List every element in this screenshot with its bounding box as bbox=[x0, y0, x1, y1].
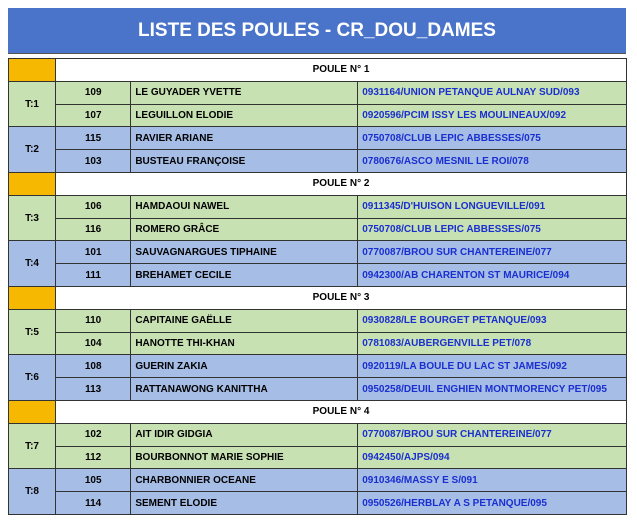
player-row bbox=[9, 446, 627, 469]
player-row bbox=[9, 423, 627, 446]
player-number: 103 bbox=[56, 150, 131, 173]
player-row bbox=[9, 81, 627, 104]
player-name: SEMENT ELODIE bbox=[131, 492, 358, 515]
poule-title: POULE N° 3 bbox=[56, 286, 627, 309]
player-club: 0780676/ASCO MESNIL LE ROI/078 bbox=[358, 150, 627, 173]
player-club: 0950258/DEUIL ENGHIEN MONTMORENCY PET/095 bbox=[358, 378, 627, 401]
player-number: 107 bbox=[56, 104, 131, 127]
player-number: 115 bbox=[56, 127, 131, 150]
player-number: 112 bbox=[56, 446, 131, 469]
player-name: HANOTTE THI-KHAN bbox=[131, 332, 358, 355]
player-row bbox=[9, 332, 627, 355]
poule-color-swatch bbox=[9, 172, 56, 195]
player-club: 0942300/AB CHARENTON ST MAURICE/094 bbox=[358, 264, 627, 287]
player-row bbox=[9, 378, 627, 401]
player-name: GUERIN ZAKIA bbox=[131, 355, 358, 378]
player-row bbox=[9, 469, 627, 492]
player-name: CHARBONNIER OCEANE bbox=[131, 469, 358, 492]
player-club: 0920119/LA BOULE DU LAC ST JAMES/092 bbox=[358, 355, 627, 378]
player-name: CAPITAINE GAËLLE bbox=[131, 309, 358, 332]
player-club: 0942450/AJPS/094 bbox=[358, 446, 627, 469]
player-number: 113 bbox=[56, 378, 131, 401]
team-label: T:7 bbox=[9, 423, 56, 469]
player-row bbox=[9, 195, 627, 218]
player-name: RAVIER ARIANE bbox=[131, 127, 358, 150]
player-name: BUSTEAU FRANÇOISE bbox=[131, 150, 358, 173]
team-label: T:8 bbox=[9, 469, 56, 515]
player-row bbox=[9, 492, 627, 515]
player-club: 0950526/HERBLAY A S PETANQUE/095 bbox=[358, 492, 627, 515]
poules-table bbox=[8, 58, 627, 515]
player-number: 102 bbox=[56, 423, 131, 446]
player-number: 114 bbox=[56, 492, 131, 515]
player-name: ROMERO GRÂCE bbox=[131, 218, 358, 241]
player-name: LEGUILLON ELODIE bbox=[131, 104, 358, 127]
poule-title: POULE N° 2 bbox=[56, 172, 627, 195]
player-row bbox=[9, 218, 627, 241]
player-number: 116 bbox=[56, 218, 131, 241]
player-name: SAUVAGNARGUES TIPHAINE bbox=[131, 241, 358, 264]
player-row bbox=[9, 104, 627, 127]
player-club: 0910346/MASSY E S/091 bbox=[358, 469, 627, 492]
poule-header-row bbox=[9, 400, 627, 423]
player-club: 0750708/CLUB LEPIC ABBESSES/075 bbox=[358, 218, 627, 241]
player-club: 0781083/AUBERGENVILLE PET/078 bbox=[358, 332, 627, 355]
player-number: 111 bbox=[56, 264, 131, 287]
team-label: T:1 bbox=[9, 81, 56, 127]
page-title: LISTE DES POULES - CR_DOU_DAMES bbox=[8, 8, 626, 54]
player-row bbox=[9, 150, 627, 173]
player-number: 105 bbox=[56, 469, 131, 492]
poule-header-row bbox=[9, 59, 627, 82]
team-label: T:3 bbox=[9, 195, 56, 241]
player-number: 108 bbox=[56, 355, 131, 378]
player-number: 101 bbox=[56, 241, 131, 264]
poules-table-body bbox=[9, 59, 627, 515]
player-number: 109 bbox=[56, 81, 131, 104]
player-club: 0770087/BROU SUR CHANTEREINE/077 bbox=[358, 423, 627, 446]
team-label: T:6 bbox=[9, 355, 56, 401]
player-row bbox=[9, 264, 627, 287]
team-label: T:5 bbox=[9, 309, 56, 355]
player-name: RATTANAWONG KANITTHA bbox=[131, 378, 358, 401]
poule-color-swatch bbox=[9, 286, 56, 309]
player-number: 104 bbox=[56, 332, 131, 355]
poule-color-swatch bbox=[9, 59, 56, 82]
poule-header-row bbox=[9, 286, 627, 309]
player-name: BREHAMET CECILE bbox=[131, 264, 358, 287]
player-club: 0920596/PCIM ISSY LES MOULINEAUX/092 bbox=[358, 104, 627, 127]
player-name: AIT IDIR GIDGIA bbox=[131, 423, 358, 446]
player-row bbox=[9, 309, 627, 332]
player-row bbox=[9, 241, 627, 264]
player-number: 110 bbox=[56, 309, 131, 332]
team-label: T:2 bbox=[9, 127, 56, 173]
player-name: HAMDAOUI NAWEL bbox=[131, 195, 358, 218]
team-label: T:4 bbox=[9, 241, 56, 287]
player-club: 0930828/LE BOURGET PETANQUE/093 bbox=[358, 309, 627, 332]
poule-title: POULE N° 1 bbox=[56, 59, 627, 82]
player-number: 106 bbox=[56, 195, 131, 218]
poule-title: POULE N° 4 bbox=[56, 400, 627, 423]
player-club: 0750708/CLUB LEPIC ABBESSES/075 bbox=[358, 127, 627, 150]
player-name: BOURBONNOT MARIE SOPHIE bbox=[131, 446, 358, 469]
poule-header-row bbox=[9, 172, 627, 195]
poule-color-swatch bbox=[9, 400, 56, 423]
player-row bbox=[9, 127, 627, 150]
player-name: LE GUYADER YVETTE bbox=[131, 81, 358, 104]
player-club: 0911345/D'HUISON LONGUEVILLE/091 bbox=[358, 195, 627, 218]
player-club: 0931164/UNION PETANQUE AULNAY SUD/093 bbox=[358, 81, 627, 104]
player-club: 0770087/BROU SUR CHANTEREINE/077 bbox=[358, 241, 627, 264]
player-row bbox=[9, 355, 627, 378]
